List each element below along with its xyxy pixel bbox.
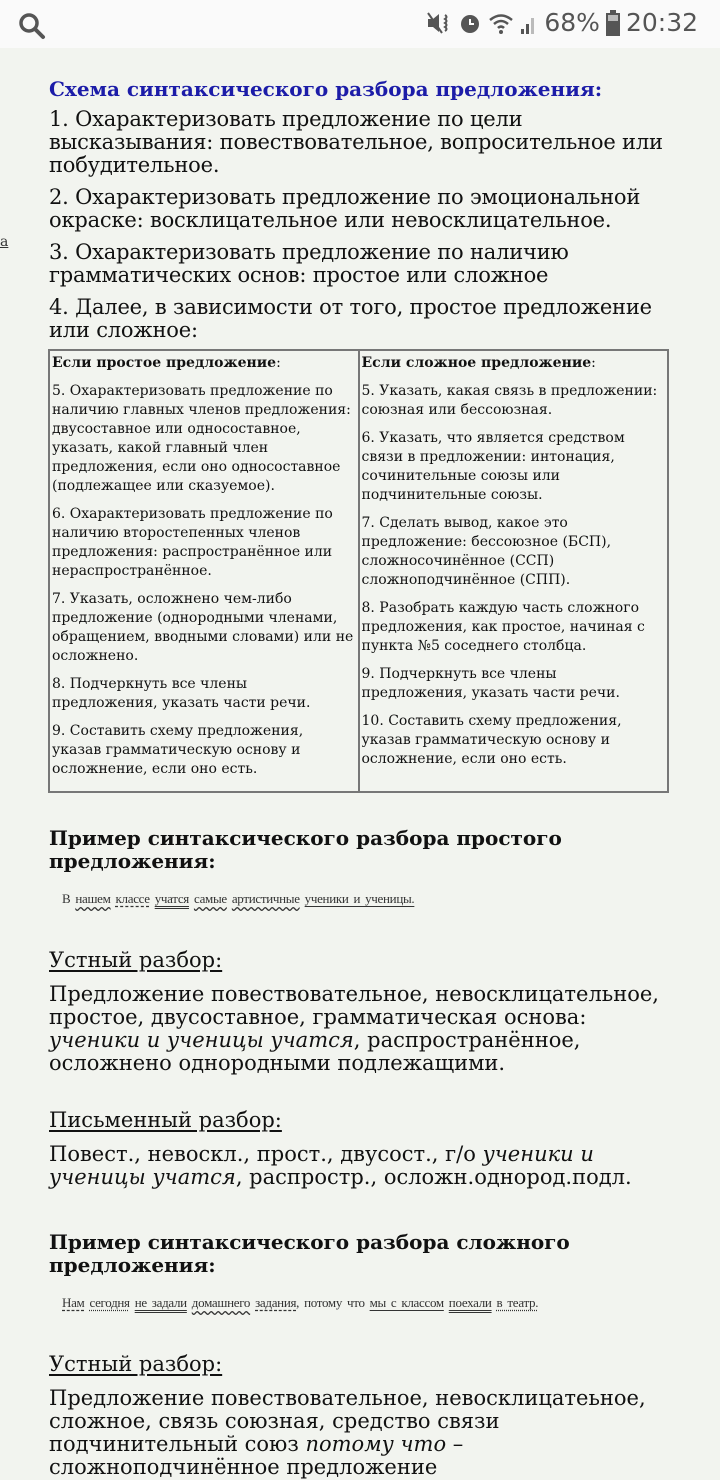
word: учатся — [154, 891, 189, 906]
word: домашнего — [191, 1295, 251, 1310]
page-title: Схема синтаксического разбора предложения: — [49, 77, 603, 101]
battery-icon — [606, 10, 620, 36]
word: В — [62, 891, 71, 906]
colon: : — [591, 355, 596, 371]
example2-sentence — [62, 1295, 674, 1311]
simple-header: Если простое предложение — [52, 355, 277, 371]
word: мы с классом — [369, 1295, 444, 1310]
simple-step: 9. Составить схему предложения, указав грамматическую основу и осложнение, если оно есть. — [52, 723, 304, 777]
complex-step: 5. Указать, какая связь в предложении: союзная или бессоюзная. — [361, 383, 658, 418]
word: , потому что — [296, 1295, 365, 1310]
simple-step: 5. Охарактеризовать предложение по наличию главных членов предложения: двусоставное или односоставное, указать, какой главный член предложения, если оно односоставное (подлежащее или сказуемое). — [52, 383, 351, 494]
battery-percent: 68% — [544, 8, 600, 37]
word: ученики и ученицы. — [304, 891, 415, 906]
oral-label: Устный разбор: — [49, 948, 223, 972]
edge-link[interactable]: а — [0, 234, 9, 250]
oral-analysis: Предложение повествовательное, невосклицательное, простое, двусоставное, грамматическая основа: ученики и ученицы учатся, распространённое, осложнено однородными подлежащими. — [49, 982, 659, 1075]
word: нашем — [75, 891, 111, 906]
mute-vibrate-icon — [426, 11, 452, 35]
simple-step: 8. Подчеркнуть все члены предложения, указать части речи. — [52, 676, 311, 711]
word: не задали — [134, 1295, 187, 1310]
complex-step: 6. Указать, что является средством связи в предложении: интонация, сочинительные союзы или подчинительные союзы. — [361, 430, 625, 503]
word: в театр. — [496, 1295, 539, 1310]
complex-step: 9. Подчеркнуть все члены предложения, указать части речи. — [361, 666, 620, 701]
word: классе — [115, 891, 150, 906]
wifi-icon — [488, 11, 514, 35]
step-4: 4. Далее, в зависимости от того, простое предложение или сложное: — [49, 295, 652, 342]
step-1: 1. Охарактеризовать предложение по цели высказывания: повествовательное, вопросительное или побудительное. — [49, 107, 663, 177]
step-2: 2. Охарактеризовать предложение по эмоциональной окраске: восклицательное или невосклицательное. — [49, 185, 641, 232]
written-label: Письменный разбор: — [49, 1108, 282, 1132]
example1-heading: Пример синтаксического разбора простого предложения: — [49, 826, 562, 873]
simple-step: 6. Охарактеризовать предложение по наличию второстепенных членов предложения: распространённое или нераспространённое. — [52, 506, 333, 579]
example1-sentence — [62, 891, 674, 907]
search-icon[interactable] — [18, 12, 46, 40]
simple-column — [49, 350, 359, 792]
article — [0, 48, 720, 1480]
complex-step: 7. Сделать вывод, какое это предложение: бессоюзное (БСП), сложносочинённое (ССП) сложноподчинённое (СПП). — [361, 515, 612, 588]
word: Нам — [62, 1295, 85, 1310]
simple-step: 7. Указать, осложнено чем-либо предложение (однородными членами, обращением, вводными словами) или не осложнено. — [52, 591, 354, 664]
example2-heading: Пример синтаксического разбора сложного предложения: — [49, 1230, 570, 1277]
written-analysis: Повест., невоскл., прост., двусост., г/о ученики и ученицы учатся, распростр., осложн.однород.подл. — [49, 1142, 632, 1189]
signal-icon — [520, 11, 538, 35]
step-3: 3. Охарактеризовать предложение по наличию грамматических основ: простое или сложное — [49, 240, 569, 287]
word: задания — [255, 1295, 297, 1310]
oral-label-2: Устный разбор: — [49, 1352, 223, 1376]
word: сегодня — [89, 1295, 130, 1310]
complex-header: Если сложное предложение — [361, 355, 592, 371]
alarm-icon — [458, 11, 482, 35]
complex-column — [359, 350, 669, 792]
steps-table — [48, 349, 669, 793]
colon: : — [276, 355, 281, 371]
status-bar — [0, 0, 720, 48]
complex-step: 10. Составить схему предложения, указав грамматическую основу и осложнение, если оно есть. — [361, 713, 622, 767]
oral-analysis-2: Предложение повествовательное, невосклицатеьное, сложное, связь союзная, средство связи подчинительный союз потому что – сложноподчинённое предложение — [49, 1386, 646, 1479]
word: самые — [193, 891, 227, 906]
word: поехали — [448, 1295, 492, 1310]
complex-step: 8. Разобрать каждую часть сложного предложения, как простое, начиная с пункта №5 соседнего столбца. — [361, 600, 645, 654]
word: артистичные — [231, 891, 300, 906]
clock: 20:32 — [625, 8, 698, 37]
